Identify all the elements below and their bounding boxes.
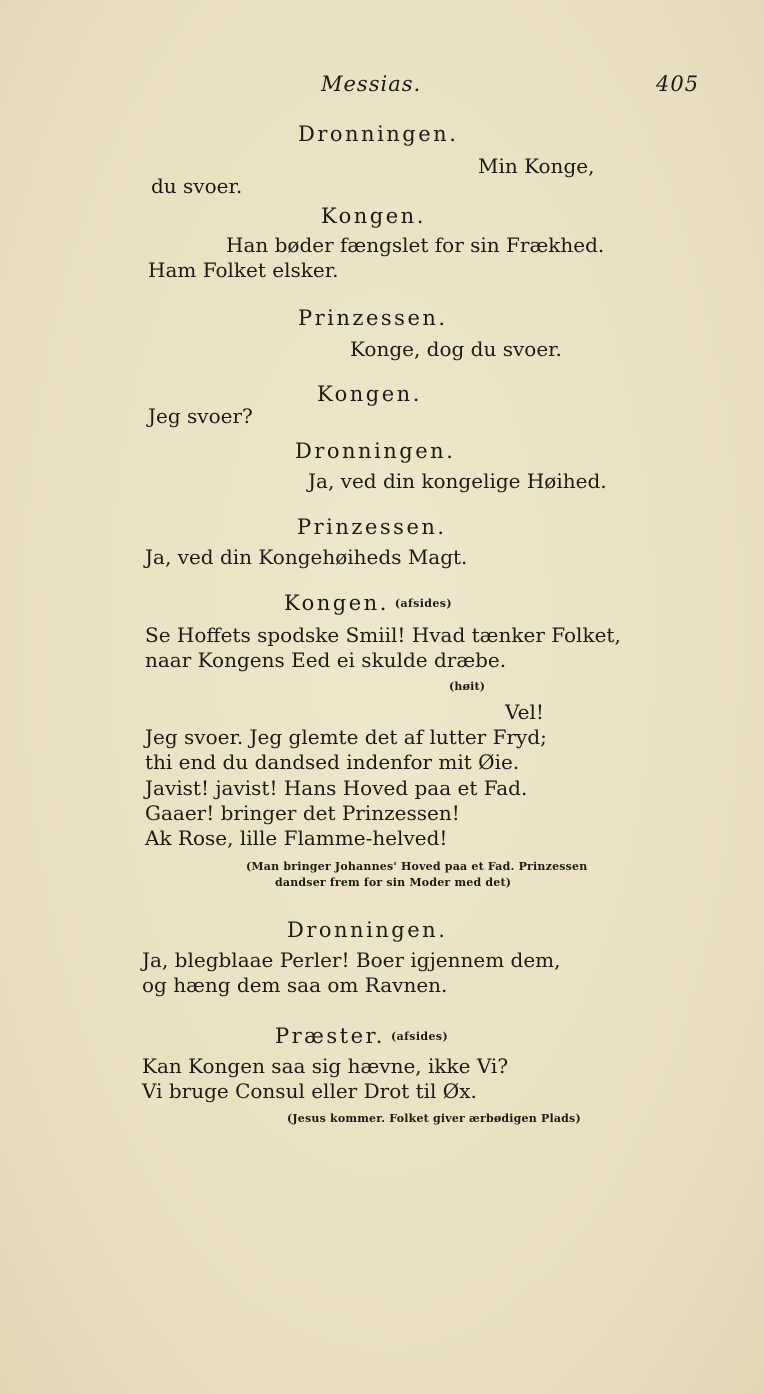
speaker-heading: Dronningen. xyxy=(298,122,459,146)
verse-line: Ak Rose, lille Flamme-helved! xyxy=(145,826,448,850)
verse-line: Ja, ved din kongelige Høihed. xyxy=(308,469,607,493)
page-number: 405 xyxy=(656,72,700,96)
stage-direction: dandser frem for sin Moder med det) xyxy=(275,876,512,889)
verse-line: Se Hoffets spodske Smiil! Hvad tænker Folket, xyxy=(145,623,621,647)
verse-line: naar Kongens Eed ei skulde dræbe. xyxy=(145,648,507,672)
verse-line: Kan Kongen saa sig hævne, ikke Vi? xyxy=(142,1054,509,1078)
verse-line: og hæng dem saa om Ravnen. xyxy=(142,973,448,997)
verse-line: Han bøder fængslet for sin Frækhed. xyxy=(226,233,605,257)
speaker-heading: Prinzessen. xyxy=(297,515,447,539)
stage-direction: (Jesus kommer. Folket giver ærbødigen Plads) xyxy=(287,1112,581,1125)
stage-direction: (afsides) xyxy=(390,1030,449,1043)
stage-direction: (afsides) xyxy=(394,597,452,610)
speaker-heading: Kongen. xyxy=(321,204,426,228)
verse-line: Ham Folket elsker. xyxy=(148,258,339,282)
verse-line: Gaaer! bringer det Prinzessen! xyxy=(145,801,460,825)
running-title: Messias. xyxy=(321,72,422,96)
verse-line: Vi bruge Consul eller Drot til Øx. xyxy=(142,1079,477,1103)
verse-line: Konge, dog du svoer. xyxy=(350,337,562,361)
speaker-heading: Prinzessen. xyxy=(298,306,448,330)
verse-line: Ja, ved din Kongehøiheds Magt. xyxy=(145,545,468,569)
verse-line: Min Konge, xyxy=(478,154,595,178)
verse-line: Vel! xyxy=(505,700,544,724)
stage-direction: (Man bringer Johannes' Hoved paa et Fad. Prinzessen xyxy=(246,860,588,873)
speaker-heading xyxy=(284,591,452,615)
speaker-name: Præster. xyxy=(275,1024,385,1048)
speaker-name: Kongen. xyxy=(284,591,389,615)
speaker-heading xyxy=(275,1024,448,1048)
speaker-heading: Dronningen. xyxy=(295,439,456,463)
verse-line: Javist! javist! Hans Hoved paa et Fad. xyxy=(145,776,528,800)
verse-line: thi end du dandsed indenfor mit Øie. xyxy=(145,750,520,774)
verse-line: du svoer. xyxy=(151,174,243,198)
stage-direction: (høit) xyxy=(449,680,486,693)
verse-line: Jeg svoer? xyxy=(148,404,253,428)
verse-line: Jeg svoer. Jeg glemte det af lutter Fryd; xyxy=(145,725,547,749)
speaker-heading: Kongen. xyxy=(317,382,422,406)
speaker-heading: Dronningen. xyxy=(287,918,448,942)
verse-line: Ja, blegblaae Perler! Boer igjennem dem, xyxy=(142,948,561,972)
